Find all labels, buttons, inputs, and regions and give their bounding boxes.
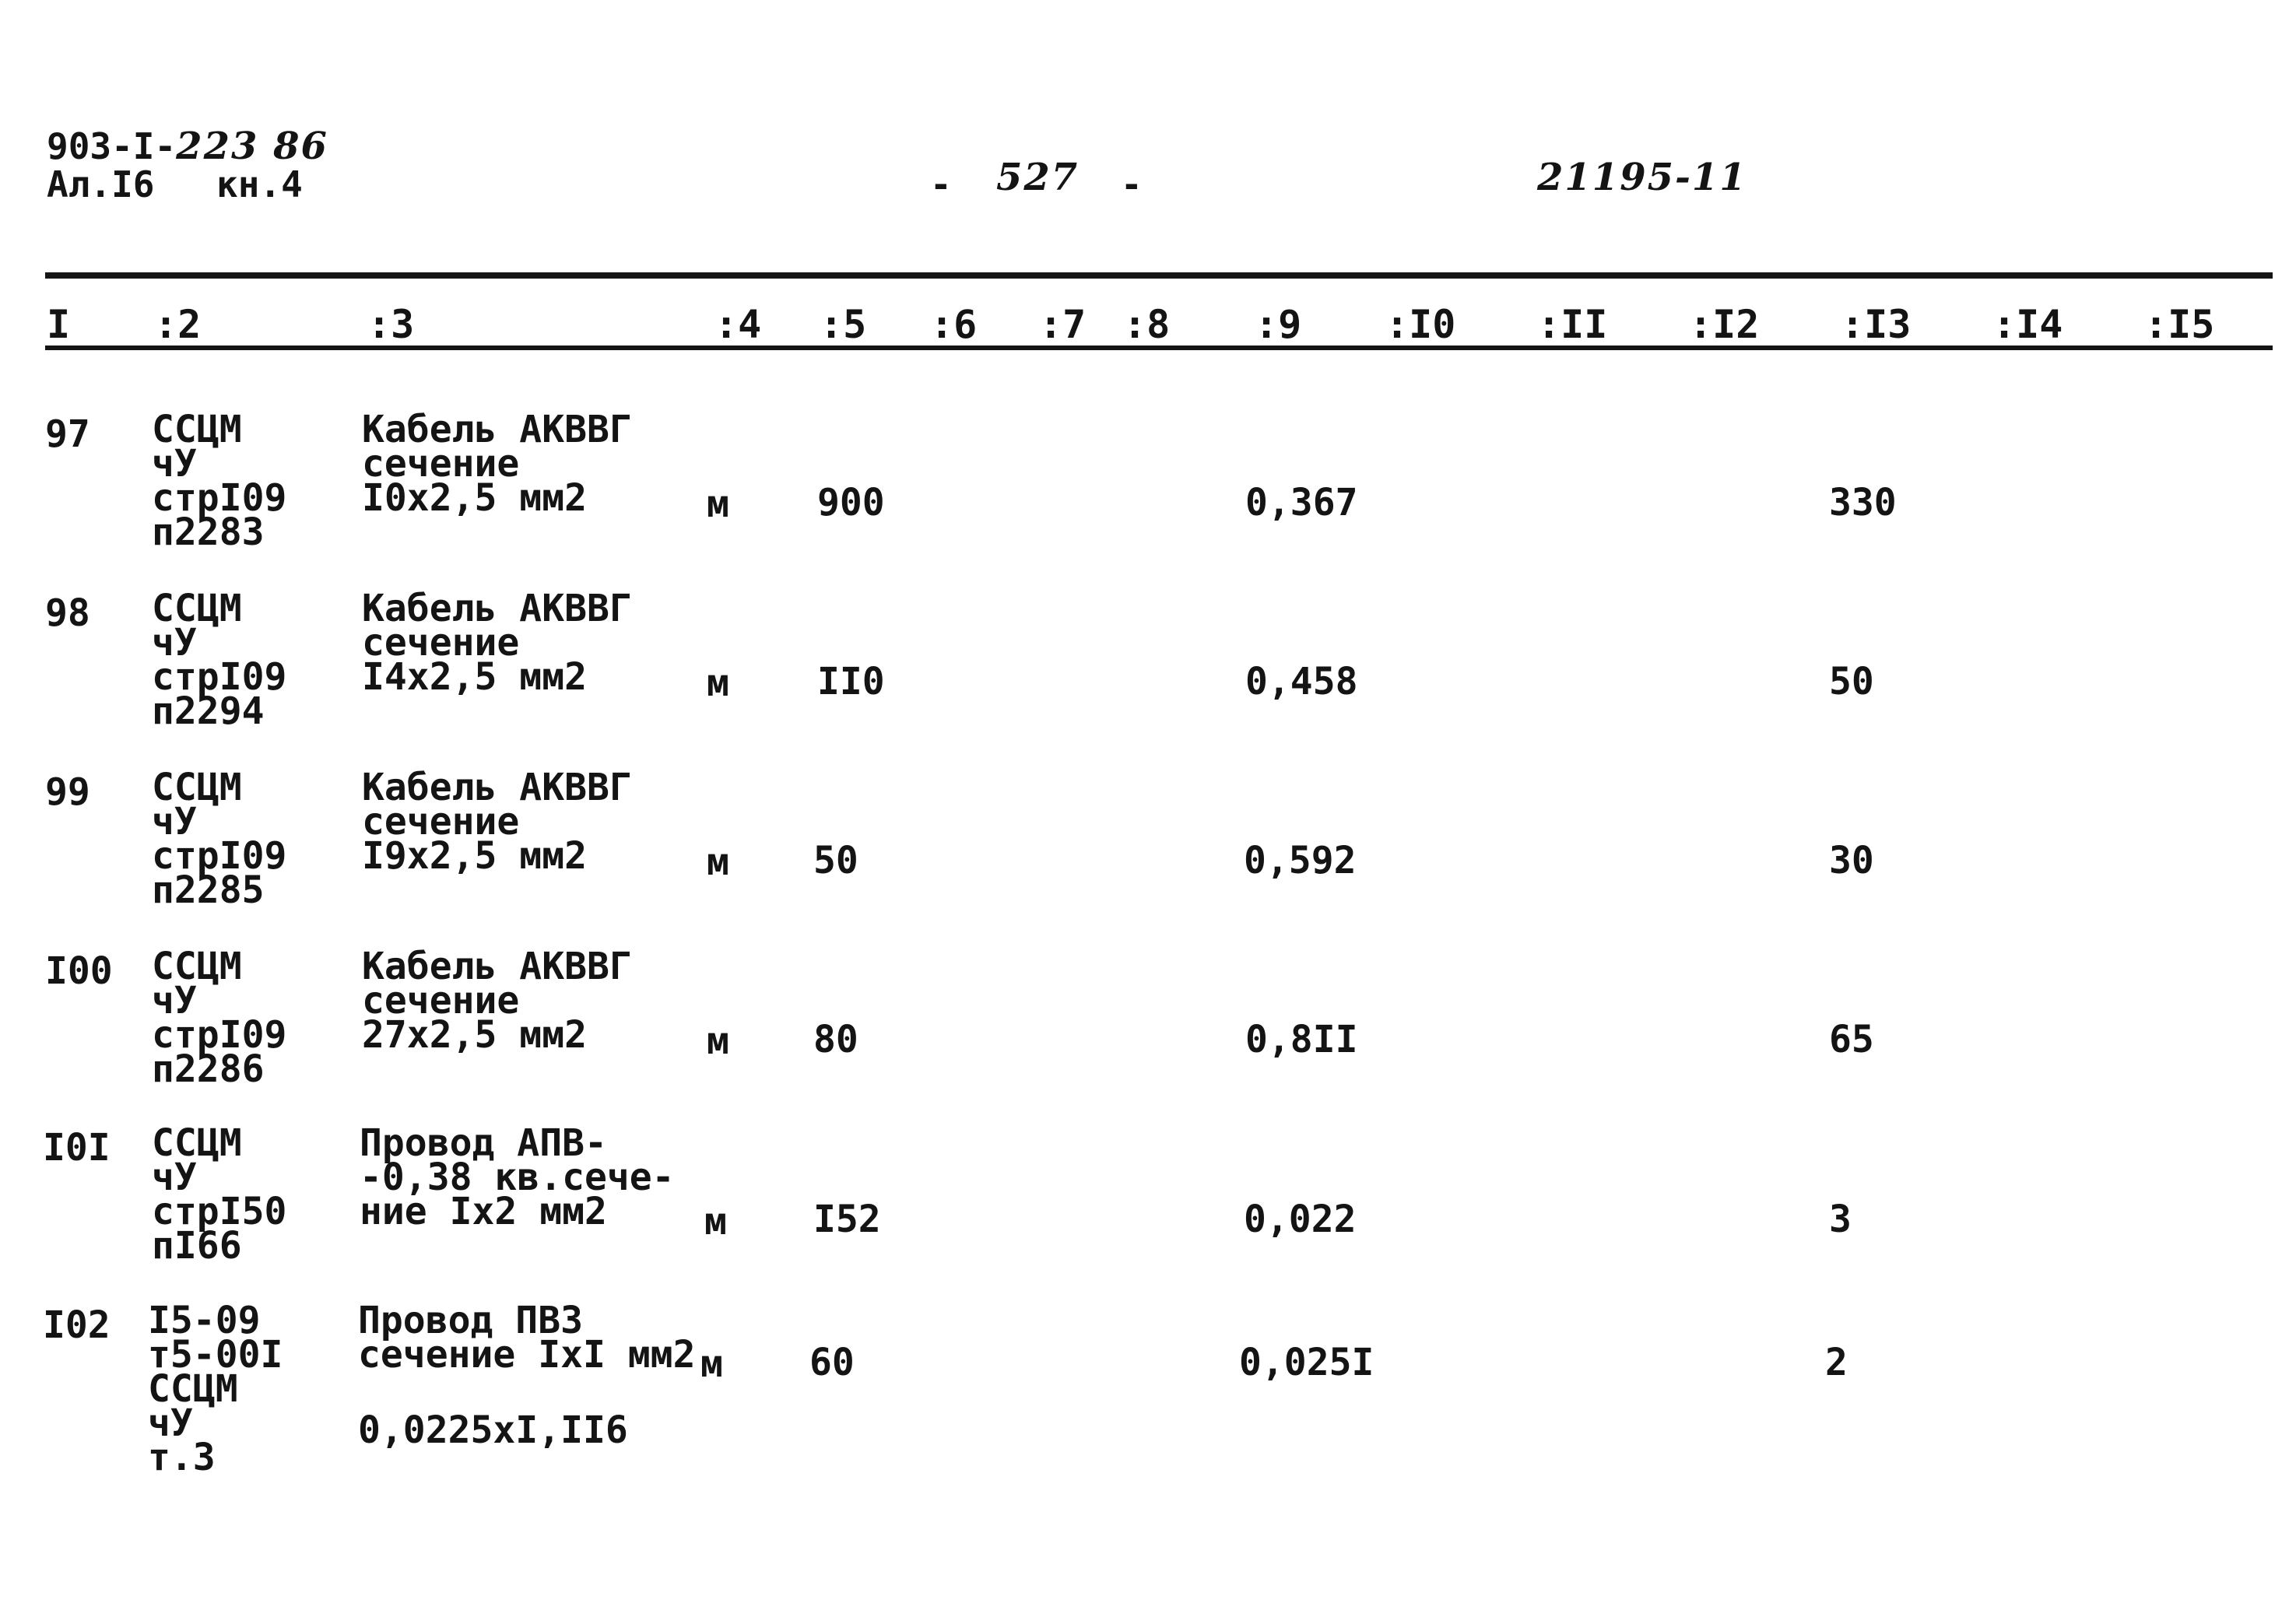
column-header-12: :I2 [1689,302,1760,347]
page-number: 527 [996,156,1080,199]
column-header-7: :7 [1039,302,1087,347]
unit-price: 0,025I [1239,1341,1374,1384]
norm-reference-line: чУ [152,979,197,1022]
norm-reference-line: стрI09 [152,834,287,878]
table-row [0,1121,2296,1305]
item-description-line: Провод АПВ- [360,1121,607,1165]
item-description-line: -0,38 кв.сече- [360,1156,675,1199]
norm-reference [152,1121,287,1268]
norm-reference-line: т.3 [148,1436,216,1479]
norm-reference-line: п2283 [152,510,265,554]
quantity: 60 [809,1341,855,1384]
quantity: I52 [813,1198,881,1241]
item-description-line: I9х2,5 мм2 [362,834,587,878]
unit: м [707,1019,729,1063]
norm-reference-line: I5-09 [148,1299,261,1342]
norm-reference [152,766,287,912]
table-row [0,766,2296,949]
total: 30 [1829,839,1874,882]
item-description [362,945,632,1057]
norm-reference-line: ССЦМ [152,1121,242,1165]
item-description-line: сечение [362,621,520,665]
unit: м [700,1342,723,1386]
item-description-line: I0х2,5 мм2 [362,476,587,520]
column-header-8: :8 [1123,302,1171,347]
norm-reference [152,408,287,554]
column-header-9: :9 [1255,302,1302,347]
calculation-note: 0,0225хI,II6 [358,1408,628,1452]
norm-reference [148,1299,283,1479]
unit: м [707,482,729,526]
row-number: I02 [43,1303,111,1347]
table-row [0,945,2296,1128]
quantity: II0 [817,660,885,703]
document-code-prefix: 903-I- [47,125,177,167]
norm-reference-line: т5-00I [148,1333,283,1377]
column-header-3: :3 [367,302,415,347]
stamp-number: 21195-11 [1537,156,1747,199]
item-description-line: Кабель АКВВГ [362,766,632,809]
item-description-line: сечение [362,979,520,1022]
row-number: I0I [43,1126,111,1170]
quantity: 50 [813,839,858,882]
row-number: 97 [45,412,90,456]
column-header-4: :4 [714,302,762,347]
norm-reference-line: п2285 [152,868,265,912]
column-header-10: :I0 [1385,302,1456,347]
column-header-14: :I4 [1992,302,2063,347]
unit-price: 0,367 [1245,481,1358,524]
norm-reference-line: чУ [152,1156,197,1199]
unit: м [704,1200,727,1243]
top-rule [45,272,2273,279]
page-dash-right: - [1121,163,1143,205]
norm-reference-line: ССЦМ [152,766,242,809]
item-description-line: Кабель АКВВГ [362,945,632,988]
norm-reference-line: п2286 [152,1047,265,1091]
book-label: кн.4 [216,163,303,205]
row-number: 98 [45,591,90,635]
norm-reference-line: ССЦМ [148,1367,238,1411]
column-header-2: :2 [154,302,202,347]
total: 65 [1829,1018,1874,1061]
norm-reference-line: пI66 [152,1224,242,1268]
item-description [358,1299,696,1377]
item-description-line: сечение IхI мм2 [358,1333,696,1377]
norm-reference-line: ССЦМ [152,408,242,451]
norm-reference-line: ССЦМ [152,587,242,630]
total: 3 [1829,1198,1852,1241]
unit: м [707,661,729,705]
table-row [0,587,2296,770]
unit-price: 0,592 [1244,839,1357,882]
item-description [360,1121,675,1233]
norm-reference-line: ССЦМ [152,945,242,988]
column-header-11: :II [1537,302,1608,347]
item-description-line: Провод ПВЗ [358,1299,583,1342]
table-row [0,1299,2296,1506]
item-description-line: 27х2,5 мм2 [362,1013,587,1057]
page-dash-left: - [930,163,952,205]
unit-price: 0,022 [1244,1198,1357,1241]
norm-reference [152,587,287,733]
item-description [362,408,632,520]
row-number: I00 [45,949,113,993]
total: 50 [1829,660,1874,703]
item-description [362,587,632,699]
item-description-line: Кабель АКВВГ [362,587,632,630]
norm-reference-line: чУ [148,1401,193,1445]
norm-reference-line: чУ [152,442,197,486]
table-row [0,408,2296,591]
quantity: 900 [817,481,885,524]
norm-reference-line: стрI50 [152,1190,287,1233]
column-header-13: :I3 [1841,302,1912,347]
total: 330 [1829,481,1897,524]
total: 2 [1825,1341,1848,1384]
norm-reference-line: п2294 [152,689,265,733]
column-header-6: :6 [930,302,978,347]
item-description [362,766,632,878]
column-header-1: I [47,302,71,347]
quantity: 80 [813,1018,858,1061]
row-number: 99 [45,770,90,814]
norm-reference-line: стрI09 [152,1013,287,1057]
column-header-5: :5 [820,302,867,347]
norm-reference-line: чУ [152,800,197,844]
item-description-line: сечение [362,442,520,486]
unit-price: 0,458 [1245,660,1358,703]
norm-reference-line: стрI09 [152,476,287,520]
unit-price: 0,8II [1245,1018,1358,1061]
sheet-label: Ал.I6 [47,163,155,205]
norm-reference [152,945,287,1091]
item-description-line: ние Iх2 мм2 [360,1190,607,1233]
item-description-line: I4х2,5 мм2 [362,655,587,699]
norm-reference-line: чУ [152,621,197,665]
unit: м [707,840,729,884]
document-code [47,125,328,168]
document-code-handwritten: 223 86 [176,125,328,168]
column-header-15: :I5 [2144,302,2215,347]
item-description-line: сечение [362,800,520,844]
item-description-line: Кабель АКВВГ [362,408,632,451]
norm-reference-line: стрI09 [152,655,287,699]
